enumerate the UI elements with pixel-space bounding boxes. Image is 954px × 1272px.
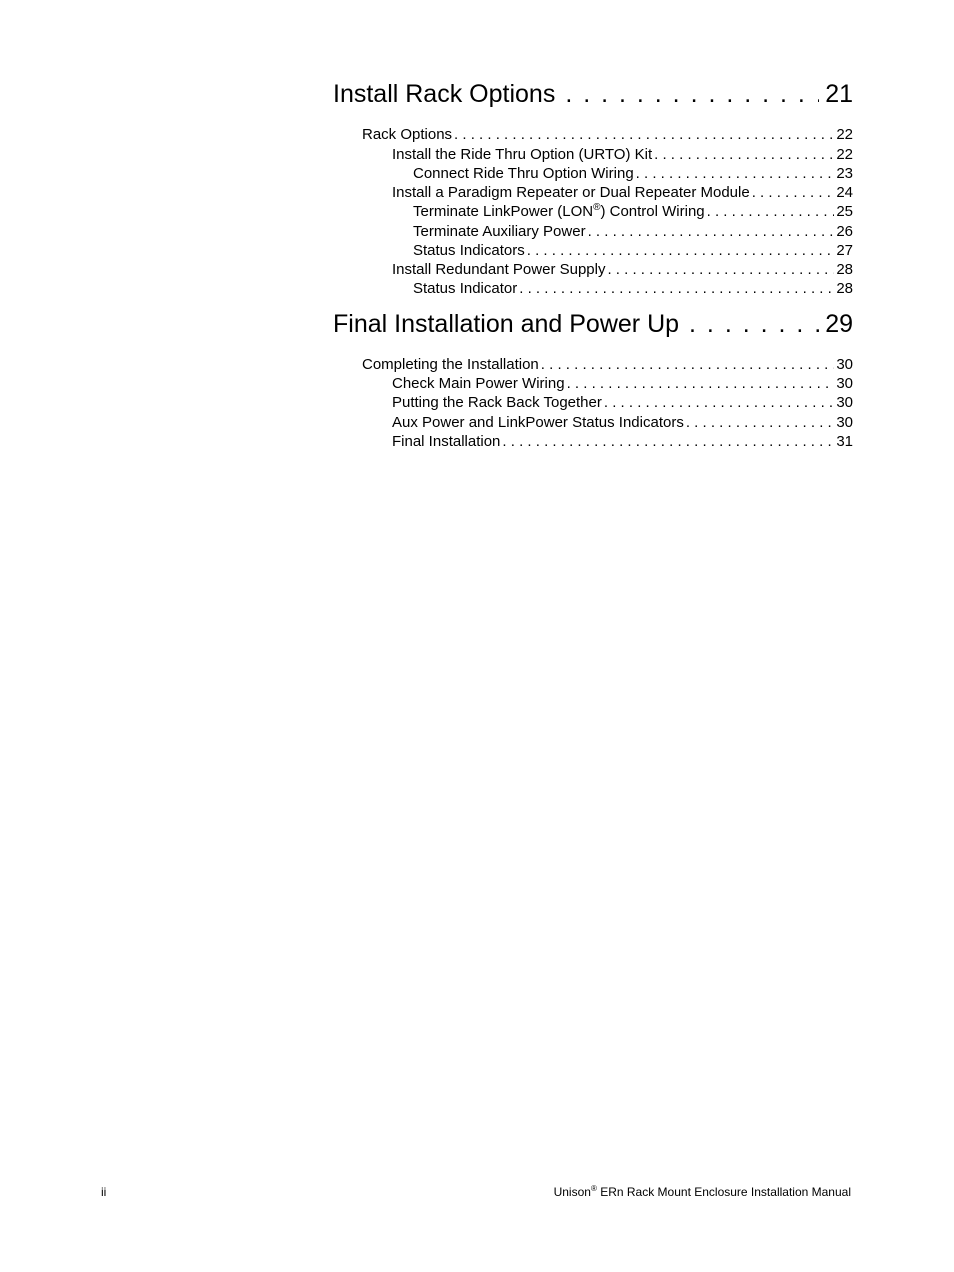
dot-leader: [654, 145, 834, 164]
entry-page-number: 31: [836, 433, 853, 450]
entry-page-number: 30: [836, 394, 853, 411]
registered-mark: ®: [590, 1184, 597, 1193]
dot-leader: [607, 260, 834, 279]
entry-page-number: 30: [836, 414, 853, 431]
chapter-title: Final Installation and Power Up: [333, 310, 680, 338]
toc-entry[interactable]: [413, 222, 853, 241]
dot-leader: [519, 279, 834, 298]
dot-leader: [604, 393, 834, 412]
entry-page-number: 24: [836, 184, 853, 201]
toc-entry[interactable]: [413, 164, 853, 183]
dot-leader: [752, 183, 835, 202]
dot-leader: [565, 79, 819, 109]
entry-title: Install Redundant Power Supply: [392, 261, 606, 278]
toc-entry[interactable]: [392, 393, 853, 412]
toc-chapter-install-rack-options[interactable]: [333, 79, 853, 109]
toc-entry[interactable]: [413, 279, 853, 298]
entry-title: [413, 202, 705, 221]
entry-title: Putting the Rack Back Together: [392, 394, 602, 411]
entry-title: Install the Ride Thru Option (URTO) Kit: [392, 146, 653, 163]
entry-title: Final Installation: [392, 433, 501, 450]
entry-page-number: 22: [836, 146, 853, 163]
entry-title: Rack Options: [362, 126, 453, 143]
footer-brand: Unison: [553, 1185, 591, 1199]
toc-entry[interactable]: [392, 260, 853, 279]
entry-title: Terminate Auxiliary Power: [413, 223, 586, 240]
entry-page-number: 22: [836, 126, 853, 143]
entry-title-part: ) Control Wiring: [600, 203, 705, 220]
toc-chapter-final-installation[interactable]: [333, 309, 853, 339]
entry-page-number: 30: [836, 356, 853, 373]
entry-title: Status Indicators: [413, 242, 525, 259]
toc-entry[interactable]: [413, 202, 853, 221]
entry-title: Check Main Power Wiring: [392, 375, 565, 392]
toc-entry[interactable]: [392, 145, 853, 164]
dot-leader: [686, 413, 834, 432]
entry-page-number: 25: [836, 203, 853, 220]
entry-page-number: 28: [836, 261, 853, 278]
toc-entry[interactable]: [392, 413, 853, 432]
toc-entry[interactable]: [362, 125, 853, 144]
entry-page-number: 28: [836, 280, 853, 297]
dot-leader: [588, 222, 835, 241]
toc-entry[interactable]: [392, 432, 853, 451]
footer-title-text: ERn Rack Mount Enclosure Installation Manual: [596, 1185, 851, 1199]
registered-mark: ®: [593, 202, 601, 213]
dot-leader: [527, 241, 835, 260]
entry-page-number: 26: [836, 223, 853, 240]
entry-title-part: Terminate LinkPower (LON: [413, 203, 594, 220]
footer-page-number: ii: [101, 1185, 107, 1199]
toc-entry[interactable]: [392, 374, 853, 393]
chapter-page-number: 29: [825, 310, 853, 338]
entry-page-number: 23: [836, 165, 853, 182]
dot-leader: [502, 432, 834, 451]
entry-page-number: 30: [836, 375, 853, 392]
dot-leader: [707, 202, 835, 221]
toc-entry[interactable]: [392, 183, 853, 202]
entry-title: Install a Paradigm Repeater or Dual Repeater Module: [392, 184, 750, 201]
entry-title: Connect Ride Thru Option Wiring: [413, 165, 634, 182]
footer-manual-title: [554, 1185, 851, 1199]
entry-page-number: 27: [836, 242, 853, 259]
dot-leader: [636, 164, 835, 183]
entry-title: Aux Power and LinkPower Status Indicators: [392, 414, 684, 431]
dot-leader: [567, 374, 835, 393]
toc-entry[interactable]: [362, 355, 853, 374]
chapter-page-number: 21: [825, 80, 853, 108]
chapter-title: Install Rack Options: [333, 80, 556, 108]
dot-leader: [689, 309, 819, 339]
toc-entry[interactable]: [413, 241, 853, 260]
entry-title: Completing the Installation: [362, 356, 539, 373]
entry-title: Status Indicator: [413, 280, 518, 297]
dot-leader: [454, 125, 834, 144]
dot-leader: [541, 355, 835, 374]
